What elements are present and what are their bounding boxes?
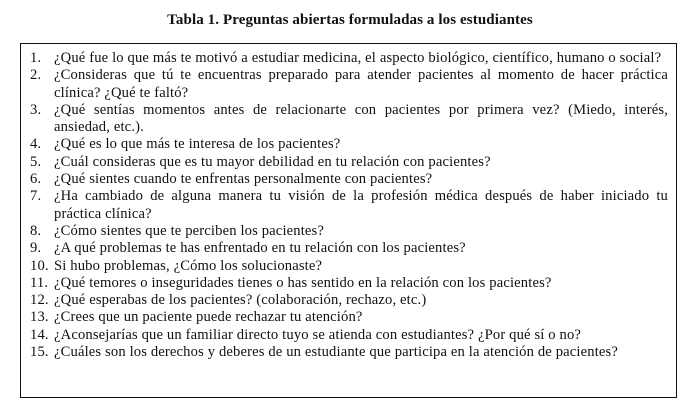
question-item bbox=[30, 258, 668, 275]
question-number: 8. bbox=[30, 222, 42, 239]
question-text: ¿Cómo sientes que te perciben los pacientes? bbox=[54, 222, 325, 239]
question-list bbox=[21, 44, 676, 361]
question-number: 9. bbox=[30, 240, 42, 257]
question-text: ¿Qué temores o inseguridades tienes o has sentido en la relación con los pacientes? bbox=[54, 274, 552, 291]
question-item bbox=[30, 188, 668, 223]
question-item bbox=[30, 292, 668, 309]
question-item bbox=[30, 240, 668, 257]
question-item bbox=[30, 67, 668, 102]
question-item bbox=[30, 344, 668, 361]
question-item bbox=[30, 275, 668, 292]
question-item bbox=[30, 171, 668, 188]
question-text: ¿A qué problemas te has enfrentado en tu relación con los pacientes? bbox=[54, 240, 466, 257]
question-number: 13. bbox=[30, 309, 49, 326]
questions-table bbox=[20, 43, 677, 398]
question-text: ¿Cuál consideras que es tu mayor debilidad en tu relación con pacientes? bbox=[54, 153, 491, 170]
question-text: ¿Qué es lo que más te interesa de los pacientes? bbox=[54, 136, 341, 153]
question-number: 6. bbox=[30, 171, 42, 188]
question-number: 12. bbox=[30, 292, 49, 309]
question-item bbox=[30, 102, 668, 137]
question-text: ¿Qué fue lo que más te motivó a estudiar medicina, el aspecto biológico, científico, humano o social? bbox=[54, 50, 662, 66]
question-text: ¿Qué esperabas de los pacientes? (colaboración, rechazo, etc.) bbox=[54, 292, 427, 309]
question-number: 10. bbox=[30, 257, 49, 274]
question-text: ¿Qué sientes cuando te enfrentas personalmente con pacientes? bbox=[54, 171, 433, 188]
question-item bbox=[30, 50, 668, 67]
question-item bbox=[30, 154, 668, 171]
question-number: 1. bbox=[30, 50, 42, 66]
question-number: 11. bbox=[30, 274, 49, 291]
question-number: 7. bbox=[30, 188, 42, 205]
question-item bbox=[30, 309, 668, 326]
question-text: ¿Aconsejarías que un familiar directo tuyo se atienda con estudiantes? ¿Por qué sí o no? bbox=[54, 326, 582, 343]
question-number: 4. bbox=[30, 136, 42, 153]
question-number: 14. bbox=[30, 326, 49, 343]
question-number: 3. bbox=[30, 101, 42, 118]
question-item bbox=[30, 327, 668, 344]
question-number: 2. bbox=[30, 67, 42, 84]
question-text: ¿Qué sentías momentos antes de relacionarte con pacientes por primera vez? (Miedo, interés, ansiedad, etc.). bbox=[54, 101, 668, 136]
question-item bbox=[30, 136, 668, 153]
question-text: ¿Crees que un paciente puede rechazar tu atención? bbox=[54, 309, 363, 326]
question-text: ¿Ha cambiado de alguna manera tu visión de la profesión médica después de haber iniciado tu práctica clínica? bbox=[54, 188, 668, 222]
question-text: Si hubo problemas, ¿Cómo los solucionaste? bbox=[54, 257, 323, 274]
question-number: 15. bbox=[30, 344, 49, 361]
table-caption: Tabla 1. Preguntas abiertas formuladas a los estudiantes bbox=[167, 12, 533, 28]
question-text: ¿Consideras que tú te encuentras preparado para atender pacientes al momento de hacer práctica clínica? ¿Qué te faltó? bbox=[54, 67, 668, 101]
question-number: 5. bbox=[30, 153, 42, 170]
question-item bbox=[30, 223, 668, 240]
question-text: ¿Cuáles son los derechos y deberes de un estudiante que participa en la atención de pacientes? bbox=[54, 344, 618, 361]
